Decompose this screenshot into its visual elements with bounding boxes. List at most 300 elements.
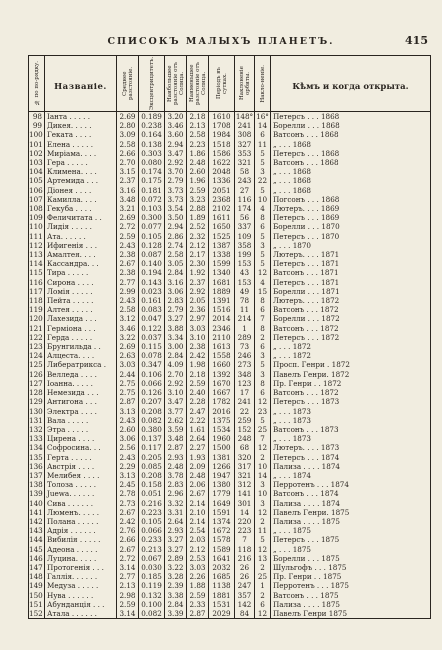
discovery-cell: Пализа . . . . 1875: [271, 517, 431, 526]
orbit-inclination-cell: 289: [235, 333, 255, 342]
row-number-cell: 107: [29, 194, 43, 204]
discovery-cell: Погсонъ . . . 1868: [271, 195, 431, 204]
eccentricity-cell: 0.132: [139, 591, 165, 600]
period-cell: 1391: [209, 296, 235, 305]
planet-name-cell: Лидія . . . . .: [45, 222, 117, 231]
planet-name-cell: Ата. . . . . .: [45, 232, 117, 241]
inclination-cell: 3: [255, 351, 271, 360]
max-distance-cell: 3.39: [165, 609, 187, 619]
orbit-inclination-cell: 27: [235, 186, 255, 195]
row-number-cell: 103: [29, 158, 43, 168]
orbit-inclination-cell: 327: [235, 140, 255, 149]
inclination-cell: 3: [255, 499, 271, 508]
planet-name-cell: Сирона . . . .: [45, 278, 117, 287]
min-distance-cell: 2.58: [187, 130, 209, 139]
table-row: [29, 416, 431, 425]
row-number-cell: 105: [29, 176, 43, 186]
eccentricity-cell: 0.023: [139, 287, 165, 296]
period-cell: 1266: [209, 462, 235, 471]
eccentricity-cell: 0.047: [139, 314, 165, 323]
min-distance-cell: 2.13: [187, 121, 209, 130]
period-cell: 1611: [209, 213, 235, 222]
period-cell: 1641: [209, 554, 235, 563]
row-number-cell: 140: [29, 498, 43, 508]
min-distance-cell: 2.97: [187, 314, 209, 323]
mean-distance-cell: 2.45: [117, 480, 139, 489]
table-row: [29, 517, 431, 526]
max-distance-cell: 3.38: [165, 591, 187, 600]
discovery-cell: Просп. Генри . 1872: [271, 360, 431, 369]
eccentricity-cell: 0.066: [139, 526, 165, 535]
planet-name-cell: Елена . . . . .: [45, 140, 117, 149]
orbit-inclination-cell: 321: [235, 158, 255, 167]
max-distance-cell: 3.59: [165, 425, 187, 434]
inclination-cell: 6: [255, 600, 271, 609]
inclination-cell: 22: [255, 176, 271, 185]
orbit-inclination-cell: 118: [235, 545, 255, 554]
inclination-cell: 16°: [256, 112, 269, 121]
period-cell: 1881: [209, 591, 235, 600]
min-distance-cell: 2.92: [187, 287, 209, 296]
orbit-inclination-cell: 152: [235, 425, 255, 434]
row-number-cell: 125: [29, 360, 43, 370]
inclination-cell: 12: [255, 545, 271, 554]
period-cell: 1338: [209, 250, 235, 259]
planet-name-cell: Амалтея. . . .: [45, 250, 117, 259]
inclination-cell: 7: [255, 434, 271, 443]
mean-distance-cell: 3.14: [117, 563, 139, 572]
min-distance-cell: 2.64: [187, 434, 209, 443]
max-distance-cell: 2.64: [165, 517, 187, 526]
table-row: [29, 591, 431, 600]
period-cell: 1960: [209, 434, 235, 443]
planet-name-cell: Іоанна. . . . .: [45, 379, 117, 388]
max-distance-cell: 3.73: [165, 186, 187, 195]
table-row: [29, 434, 431, 443]
orbit-inclination-cell: 49: [235, 287, 255, 296]
table-row: [29, 379, 431, 388]
eccentricity-cell: 0.380: [139, 425, 165, 434]
table-row: [29, 112, 431, 122]
min-distance-cell: 2.06: [187, 480, 209, 489]
max-distance-cell: 2.87: [165, 443, 187, 452]
discovery-cell: Ватсонъ . . . 1873: [271, 425, 431, 434]
row-number-cell: 151: [29, 599, 43, 609]
orbit-inclination-cell: 216: [235, 554, 255, 563]
discovery-cell: Ватсонъ . . . 1868: [271, 130, 431, 139]
orbit-inclination-cell: 84: [235, 609, 255, 619]
planet-name-cell: Мелибея . . . .: [45, 471, 117, 480]
discovery-cell: „ . . . 1873: [271, 407, 431, 416]
row-number-cell: 121: [29, 323, 43, 333]
eccentricity-cell: 0.128: [139, 241, 165, 250]
mean-distance-cell: 2.67: [117, 508, 139, 517]
eccentricity-cell: 0.138: [139, 140, 165, 149]
table-row: [29, 499, 431, 508]
planet-name-cell: Кассандра. . .: [45, 259, 117, 268]
eccentricity-cell: 0.126: [139, 388, 165, 397]
period-cell: 1984: [209, 130, 235, 139]
inclination-cell: 12: [255, 397, 271, 406]
period-cell: 1387: [209, 241, 235, 250]
row-number-cell: 144: [29, 535, 43, 545]
mean-distance-cell: 2.42: [117, 517, 139, 526]
period-cell: 2032: [209, 563, 235, 572]
row-number-cell: 133: [29, 434, 43, 444]
row-number-cell: 132: [29, 424, 43, 434]
max-distance-cell: 3.31: [165, 508, 187, 517]
discovery-cell: Лютеръ. . . . 1873: [271, 443, 431, 452]
row-number-cell: 150: [29, 590, 43, 600]
row-number-cell: 112: [29, 240, 43, 250]
min-distance-cell: 2.59: [187, 379, 209, 388]
max-distance-cell: 2.79: [165, 305, 187, 314]
eccentricity-cell: 0.037: [139, 333, 165, 342]
min-distance-cell: 2.09: [187, 462, 209, 471]
min-distance-cell: 2.59: [187, 186, 209, 195]
min-distance-cell: 1.98: [187, 360, 209, 369]
period-cell: 1578: [209, 535, 235, 544]
discovery-cell: Борелли . . . 1872: [271, 314, 431, 323]
discovery-cell: Пр. Генри . . 1872: [271, 379, 431, 388]
eccentricity-cell: 0.119: [139, 581, 165, 590]
page-title: СПИСОКЪ МАЛЫХЪ ПЛАНЕТЪ.: [107, 36, 335, 47]
max-distance-cell: 2.62: [165, 416, 187, 425]
min-distance-cell: 2.60: [187, 167, 209, 176]
table-row: [29, 287, 431, 296]
table-row: [29, 278, 431, 287]
page-number: 415: [405, 34, 428, 47]
row-number-cell: 111: [29, 231, 43, 241]
max-distance-cell: 2.84: [165, 600, 187, 609]
row-number-cell: 98: [29, 112, 45, 122]
orbit-inclination-cell: 58: [235, 167, 255, 176]
table-row: [29, 333, 431, 342]
discovery-cell: „ . . . 1868: [271, 140, 431, 149]
inclination-cell: 3: [255, 241, 271, 250]
row-number-cell: 99: [29, 121, 45, 130]
planet-name-cell: Јuewa. . . . . .: [45, 489, 117, 498]
max-distance-cell: 3.20: [165, 112, 187, 122]
orbit-inclination-cell: 301: [235, 499, 255, 508]
max-distance-cell: 2.83: [165, 480, 187, 489]
table-row: [29, 443, 431, 452]
planet-name-cell: Іанта . . . . .: [45, 112, 117, 122]
orbit-inclination-cell: 56: [235, 213, 255, 222]
orbit-inclination-cell: 141: [235, 489, 255, 498]
eccentricity-cell: 0.158: [139, 480, 165, 489]
planet-name-cell: Галлія. . . . . .: [45, 572, 117, 581]
period-cell: 1622: [209, 158, 235, 167]
orbit-inclination-cell: 321: [235, 471, 255, 480]
planet-name-cell: Артемида . . .: [45, 176, 117, 185]
mean-distance-cell: 3.16: [117, 186, 139, 195]
eccentricity-cell: 0.105: [139, 517, 165, 526]
eccentricity-cell: 0.175: [139, 176, 165, 185]
mean-distance-cell: 2.59: [117, 600, 139, 609]
row-number-cell: 148: [29, 572, 43, 582]
table-row: [29, 554, 431, 563]
row-number-cell: 118: [29, 296, 43, 306]
planet-name-cell: Діонея . . . .: [45, 186, 117, 195]
eccentricity-cell: 0.106: [139, 370, 165, 379]
max-distance-cell: 3.54: [165, 204, 187, 213]
orbit-inclination-cell: 17: [235, 388, 255, 397]
row-number-cell: 147: [29, 562, 43, 572]
discovery-cell: Борелли . . . 1868: [271, 121, 431, 130]
period-cell: 1667: [209, 388, 235, 397]
orbit-inclination-cell: 1: [235, 324, 255, 333]
mean-distance-cell: 2.76: [117, 526, 139, 535]
eccentricity-cell: 0.030: [139, 563, 165, 572]
eccentricity-cell: 0.213: [139, 545, 165, 554]
table-body: [29, 112, 431, 619]
table-row: [29, 241, 431, 250]
min-distance-cell: 2.88: [187, 204, 209, 213]
planet-name-cell: Цирена . . . .: [45, 434, 117, 443]
min-distance-cell: 2.38: [187, 342, 209, 351]
max-distance-cell: 3.32: [165, 499, 187, 508]
min-distance-cell: 2.54: [187, 526, 209, 535]
mean-distance-cell: 2.44: [117, 370, 139, 379]
min-distance-cell: 2.12: [187, 241, 209, 250]
inclination-cell: 14: [255, 471, 271, 480]
max-distance-cell: 2.84: [165, 268, 187, 277]
period-cell: 2346: [209, 324, 235, 333]
inclination-cell: 3: [255, 480, 271, 489]
orbit-inclination-cell: 78: [235, 296, 255, 305]
discovery-cell: Борелли . . . 1875: [271, 554, 431, 563]
orbit-inclination-cell: 337: [235, 222, 255, 231]
period-cell: 2102: [209, 204, 235, 213]
max-distance-cell: 3.06: [165, 287, 187, 296]
discovery-cell: Павелъ Генри 1875: [271, 609, 431, 619]
period-cell: 1340: [209, 268, 235, 277]
orbit-inclination-cell: 199: [235, 250, 255, 259]
max-distance-cell: 4.09: [165, 360, 187, 369]
table-row: [29, 140, 431, 149]
mean-distance-cell: 2.63: [117, 351, 139, 360]
min-distance-cell: 3.03: [187, 563, 209, 572]
col-header-number: № по по-рядку.: [29, 56, 45, 112]
inclination-cell: 15: [255, 287, 271, 296]
eccentricity-cell: 0.208: [139, 407, 165, 416]
period-cell: 1660: [209, 360, 235, 369]
mean-distance-cell: 2.43: [117, 296, 139, 305]
table-row: [29, 453, 431, 462]
mean-distance-cell: 3.13: [117, 407, 139, 416]
discovery-cell: Пализа . . . . 1874: [271, 462, 431, 471]
min-distance-cell: 2.14: [187, 517, 209, 526]
min-distance-cell: 1.88: [187, 581, 209, 590]
row-number-cell: 143: [29, 526, 43, 536]
table-row: [29, 563, 431, 572]
discovery-cell: „ . . . 1870: [271, 241, 431, 250]
col-header-min-distance: Наименьшее разстояніе отъ Солнца.: [187, 56, 209, 112]
min-distance-cell: 2.42: [187, 351, 209, 360]
row-number-cell: 110: [29, 222, 43, 232]
mean-distance-cell: 2.58: [117, 305, 139, 314]
eccentricity-cell: 0.207: [139, 397, 165, 406]
planet-name-cell: Адеона . . . . .: [45, 545, 117, 554]
row-number-cell: 122: [29, 332, 43, 342]
discovery-cell: Лютеръ. . . . 1869: [271, 204, 431, 213]
period-cell: 1610: [209, 112, 235, 122]
inclination-cell: 11: [255, 526, 271, 535]
orbit-inclination-cell: 22: [235, 407, 255, 416]
discovery-cell: Лютеръ. . . . 1872: [271, 296, 431, 305]
mean-distance-cell: 2.37: [117, 176, 139, 185]
max-distance-cell: 2.84: [165, 351, 187, 360]
discovery-cell: Петерсъ . . . 1868: [271, 149, 431, 158]
planet-name-cell: Вала . . . . .: [45, 416, 117, 425]
discovery-cell: Петерсъ . . . 1868: [271, 112, 431, 122]
eccentricity-cell: 0.051: [139, 489, 165, 498]
period-cell: 1516: [209, 305, 235, 314]
planet-name-cell: Этра . . . . .: [45, 425, 117, 434]
eccentricity-cell: 0.115: [139, 342, 165, 351]
col-header-mean-distance: Среднее разстояніе.: [117, 56, 139, 112]
mean-distance-cell: 2.98: [117, 591, 139, 600]
min-distance-cell: 2.10: [187, 508, 209, 517]
period-cell: 2368: [209, 195, 235, 204]
max-distance-cell: 2.74: [165, 241, 187, 250]
min-distance-cell: 2.05: [187, 296, 209, 305]
table-row: [29, 268, 431, 277]
min-distance-cell: 2.27: [187, 443, 209, 452]
min-distance-cell: 2.17: [187, 250, 209, 259]
max-distance-cell: 2.39: [165, 581, 187, 590]
orbit-inclination-cell: 116: [235, 195, 255, 204]
inclination-cell: 5: [255, 259, 271, 268]
period-cell: 1685: [209, 572, 235, 581]
min-distance-cell: 3.03: [187, 324, 209, 333]
max-distance-cell: 3.70: [165, 167, 187, 176]
mean-distance-cell: 3.46: [117, 324, 139, 333]
mean-distance-cell: 3.22: [117, 333, 139, 342]
table-header-row: [29, 56, 431, 112]
inclination-cell: 5: [255, 416, 271, 425]
row-number-cell: 109: [29, 213, 43, 223]
mean-distance-cell: 2.66: [117, 149, 139, 158]
discovery-cell: Ватсонъ . . . 1868: [271, 158, 431, 167]
max-distance-cell: 3.77: [165, 407, 187, 416]
inclination-cell: 3: [255, 167, 271, 176]
inclination-cell: 5: [255, 535, 271, 544]
period-cell: 2029: [209, 609, 235, 619]
eccentricity-cell: 0.233: [139, 535, 165, 544]
max-distance-cell: 3.10: [165, 388, 187, 397]
inclination-cell: 5: [255, 186, 271, 195]
discovery-cell: „ . . . 1872: [271, 351, 431, 360]
inclination-cell: 5: [255, 232, 271, 241]
period-cell: 1500: [209, 443, 235, 452]
max-distance-cell: 2.83: [165, 296, 187, 305]
orbit-inclination-cell: 14: [235, 508, 255, 517]
max-distance-cell: 2.94: [165, 222, 187, 231]
eccentricity-cell: 0.083: [139, 305, 165, 314]
eccentricity-cell: 0.103: [139, 204, 165, 213]
period-cell: 1672: [209, 526, 235, 535]
row-number-cell: 117: [29, 286, 43, 296]
discovery-cell: Павелъ Генри. 1872: [271, 370, 431, 379]
eccentricity-cell: 0.161: [139, 296, 165, 305]
discovery-cell: Борелли . . . 1870: [271, 222, 431, 231]
row-number-cell: 129: [29, 397, 43, 407]
mean-distance-cell: 2.80: [117, 121, 139, 130]
period-cell: 1947: [209, 471, 235, 480]
planet-name-cell: Антигона . . .: [45, 397, 117, 406]
discovery-cell: „ . . . 1868: [271, 186, 431, 195]
min-distance-cell: 1.86: [187, 149, 209, 158]
mean-distance-cell: 2.43: [117, 453, 139, 462]
discovery-cell: Петерсъ . . . 1874: [271, 453, 431, 462]
discovery-cell: Ватсонъ . . . 1875: [271, 591, 431, 600]
orbit-inclination-cell: 153: [235, 259, 255, 268]
mean-distance-cell: 3.14: [117, 609, 139, 619]
min-distance-cell: 2.03: [187, 535, 209, 544]
mean-distance-cell: 2.29: [117, 462, 139, 471]
mean-distance-cell: 2.72: [117, 554, 139, 563]
eccentricity-cell: 0.194: [139, 268, 165, 277]
orbit-inclination-cell: 123: [235, 379, 255, 388]
mean-distance-cell: 2.75: [117, 388, 139, 397]
eccentricity-cell: 0.189: [139, 112, 165, 122]
mean-distance-cell: 3.15: [117, 167, 139, 176]
planet-name-cell: Люменъ. . . . .: [45, 508, 117, 517]
mean-distance-cell: 2.70: [117, 158, 139, 167]
planet-name-cell: Гера . . . . .: [45, 158, 117, 167]
eccentricity-cell: 0.117: [139, 443, 165, 452]
discovery-cell: Петерсъ . . . 1869: [271, 213, 431, 222]
period-cell: 1681: [209, 278, 235, 287]
mean-distance-cell: 2.60: [117, 425, 139, 434]
period-cell: 1375: [209, 416, 235, 425]
orbit-inclination-cell: 308: [235, 130, 255, 139]
max-distance-cell: 2.79: [165, 176, 187, 185]
row-number-cell: 137: [29, 470, 43, 480]
discovery-cell: Шульгофъ . . . 1875: [271, 563, 431, 572]
mean-distance-cell: 2.78: [117, 489, 139, 498]
discovery-cell: „ . . . 1873: [271, 434, 431, 443]
min-distance-cell: 2.37: [187, 278, 209, 287]
max-distance-cell: 2.89: [165, 554, 187, 563]
row-number-cell: 149: [29, 581, 43, 591]
inclination-cell: 11: [255, 140, 271, 149]
inclination-cell: 8: [255, 324, 271, 333]
planet-name-cell: Абунданція . . .: [45, 600, 117, 609]
orbit-inclination-cell: 153: [235, 278, 255, 287]
inclination-cell: 2: [255, 453, 271, 462]
orbit-inclination-cell: 317: [235, 462, 255, 471]
col-header-discovery: Кѣмъ и когда открыта.: [271, 56, 431, 112]
planet-name-cell: Лахезида . . .: [45, 314, 117, 323]
period-cell: 1708: [209, 121, 235, 130]
row-number-cell: 119: [29, 305, 43, 315]
eccentricity-cell: 0.208: [139, 471, 165, 480]
eccentricity-cell: 0.105: [139, 232, 165, 241]
row-number-cell: 113: [29, 250, 43, 260]
planet-name-cell: Ифигенія . . .: [45, 241, 117, 250]
table-row: [29, 370, 431, 379]
discovery-cell: Ватсонъ . . . 1871: [271, 268, 431, 277]
eccentricity-cell: 0.347: [139, 360, 165, 369]
period-cell: 1591: [209, 508, 235, 517]
col-header-period: Періодъ въ сутках.: [209, 56, 235, 112]
eccentricity-cell: 0.181: [139, 186, 165, 195]
table-row: [29, 305, 431, 314]
inclination-cell: 5: [255, 250, 271, 259]
